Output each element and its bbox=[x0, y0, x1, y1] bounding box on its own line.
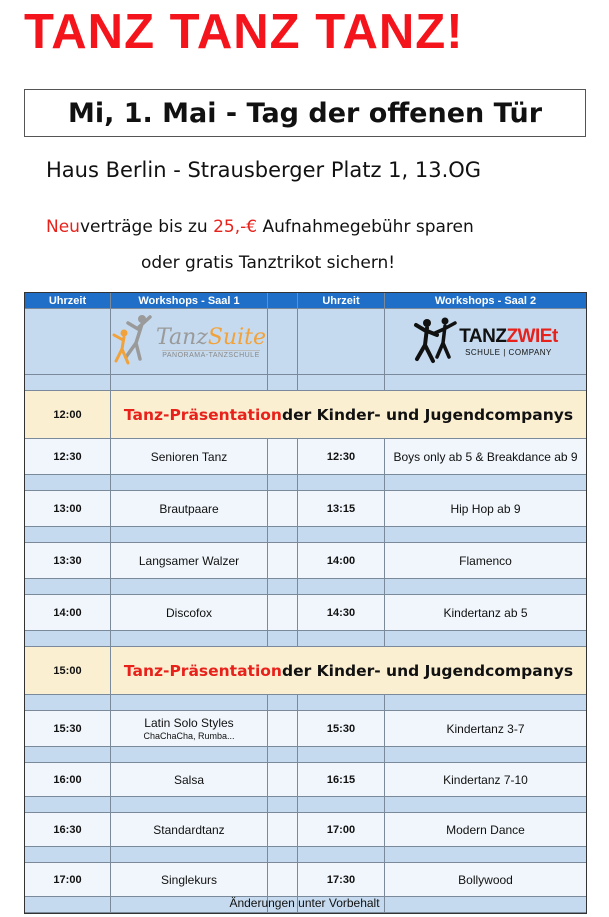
schedule-table bbox=[24, 292, 587, 914]
presentation-text: Tanz-Präsentation der Kinder- und Jugendcompanys bbox=[111, 647, 586, 695]
workshop-saal-1: Latin Solo Styles ChaChaCha, Rumba... bbox=[111, 711, 268, 747]
promo-text-b: Aufnahmegebühr sparen bbox=[257, 217, 474, 237]
footnote: Änderungen unter Vorbehalt bbox=[229, 896, 380, 910]
tanzzwiet-word-a: TANZ bbox=[459, 326, 507, 347]
table-row bbox=[25, 863, 586, 897]
workshop-saal-1: Brautpaare bbox=[111, 491, 268, 527]
location-line: Haus Berlin - Strausberger Platz 1, 13.OG bbox=[46, 158, 482, 182]
workshop-saal-2: Bollywood bbox=[385, 863, 586, 897]
workshop-saal-1: Langsamer Walzer bbox=[111, 543, 268, 579]
time-saal-1: 16:00 bbox=[25, 763, 111, 797]
header-time-2: Uhrzeit bbox=[298, 293, 385, 309]
tanzsuite-word-b: Suite bbox=[207, 324, 266, 350]
presentation-row bbox=[25, 647, 586, 695]
time-saal-1: 14:00 bbox=[25, 595, 111, 631]
header-time-1: Uhrzeit bbox=[25, 293, 111, 309]
time-saal-2: 17:00 bbox=[298, 813, 385, 847]
time-saal-1: 17:00 bbox=[25, 863, 111, 897]
workshop-saal-1: Discofox bbox=[111, 595, 268, 631]
workshop-saal-1: Singlekurs bbox=[111, 863, 268, 897]
workshop-saal-2: Hip Hop ab 9 bbox=[385, 491, 586, 527]
promo-price: 25,-€ bbox=[213, 217, 258, 237]
tanzzwiet-word-b: ZWIEt bbox=[506, 326, 558, 347]
presentation-row bbox=[25, 391, 586, 439]
header-workshops-2: Workshops - Saal 2 bbox=[385, 293, 586, 309]
time-saal-1: 16:30 bbox=[25, 813, 111, 847]
headline: TANZ TANZ TANZ! bbox=[24, 5, 464, 59]
table-row bbox=[25, 491, 586, 527]
presentation-text: Tanz-Präsentation der Kinder- und Jugendcompanys bbox=[111, 391, 586, 439]
workshop-subtitle: ChaChaCha, Rumba... bbox=[143, 731, 235, 741]
workshop-saal-1: Salsa bbox=[111, 763, 268, 797]
dancers-icon bbox=[413, 313, 457, 371]
time-saal-2: 13:15 bbox=[298, 491, 385, 527]
date-banner: Mi, 1. Mai - Tag der offenen Tür bbox=[24, 89, 586, 137]
workshop-saal-2: Modern Dance bbox=[385, 813, 586, 847]
header-gap bbox=[268, 293, 298, 309]
logo-row bbox=[25, 309, 586, 375]
time-saal-2: 17:30 bbox=[298, 863, 385, 897]
workshop-saal-1: Senioren Tanz bbox=[111, 439, 268, 475]
time-saal-1: 15:30 bbox=[25, 711, 111, 747]
table-row bbox=[25, 439, 586, 475]
tanzsuite-subtitle: PANORAMA-TANZSCHULE bbox=[162, 351, 260, 359]
promo-text-a: verträge bis zu bbox=[79, 217, 214, 237]
time-saal-2: 14:00 bbox=[298, 543, 385, 579]
workshop-saal-2: Boys only ab 5 & Breakdance ab 9 bbox=[385, 439, 586, 475]
table-row bbox=[25, 711, 586, 747]
time-saal-1: 13:30 bbox=[25, 543, 111, 579]
tanzzwiet-subtitle: SCHULE | COMPANY bbox=[465, 348, 552, 357]
workshop-saal-2: Kindertanz 7-10 bbox=[385, 763, 586, 797]
time-saal-2: 12:30 bbox=[298, 439, 385, 475]
table-header-row bbox=[25, 293, 586, 309]
time-saal-2: 16:15 bbox=[298, 763, 385, 797]
time-saal-2: 14:30 bbox=[298, 595, 385, 631]
time-saal-1: 12:30 bbox=[25, 439, 111, 475]
promo-line-2: oder gratis Tanztrikot sichern! bbox=[141, 253, 396, 273]
tanzsuite-logo bbox=[111, 309, 268, 375]
promo-line-1 bbox=[46, 217, 474, 237]
presentation-time: 15:00 bbox=[25, 647, 111, 695]
table-row bbox=[25, 595, 586, 631]
time-saal-1: 13:00 bbox=[25, 491, 111, 527]
table-row bbox=[25, 543, 586, 579]
presentation-time: 12:00 bbox=[25, 391, 111, 439]
header-workshops-1: Workshops - Saal 1 bbox=[111, 293, 268, 309]
table-row bbox=[25, 813, 586, 847]
table-row bbox=[25, 763, 586, 797]
workshop-saal-1: Standardtanz bbox=[111, 813, 268, 847]
workshop-saal-2: Flamenco bbox=[385, 543, 586, 579]
dancer-couple-icon bbox=[112, 313, 154, 371]
workshop-saal-2: Kindertanz 3-7 bbox=[385, 711, 586, 747]
tanzzwiet-logo bbox=[385, 309, 586, 375]
workshop-saal-2: Kindertanz ab 5 bbox=[385, 595, 586, 631]
tanzsuite-word-a: Tanz bbox=[156, 324, 208, 350]
time-saal-2: 15:30 bbox=[298, 711, 385, 747]
promo-neu: Neu bbox=[46, 217, 80, 237]
